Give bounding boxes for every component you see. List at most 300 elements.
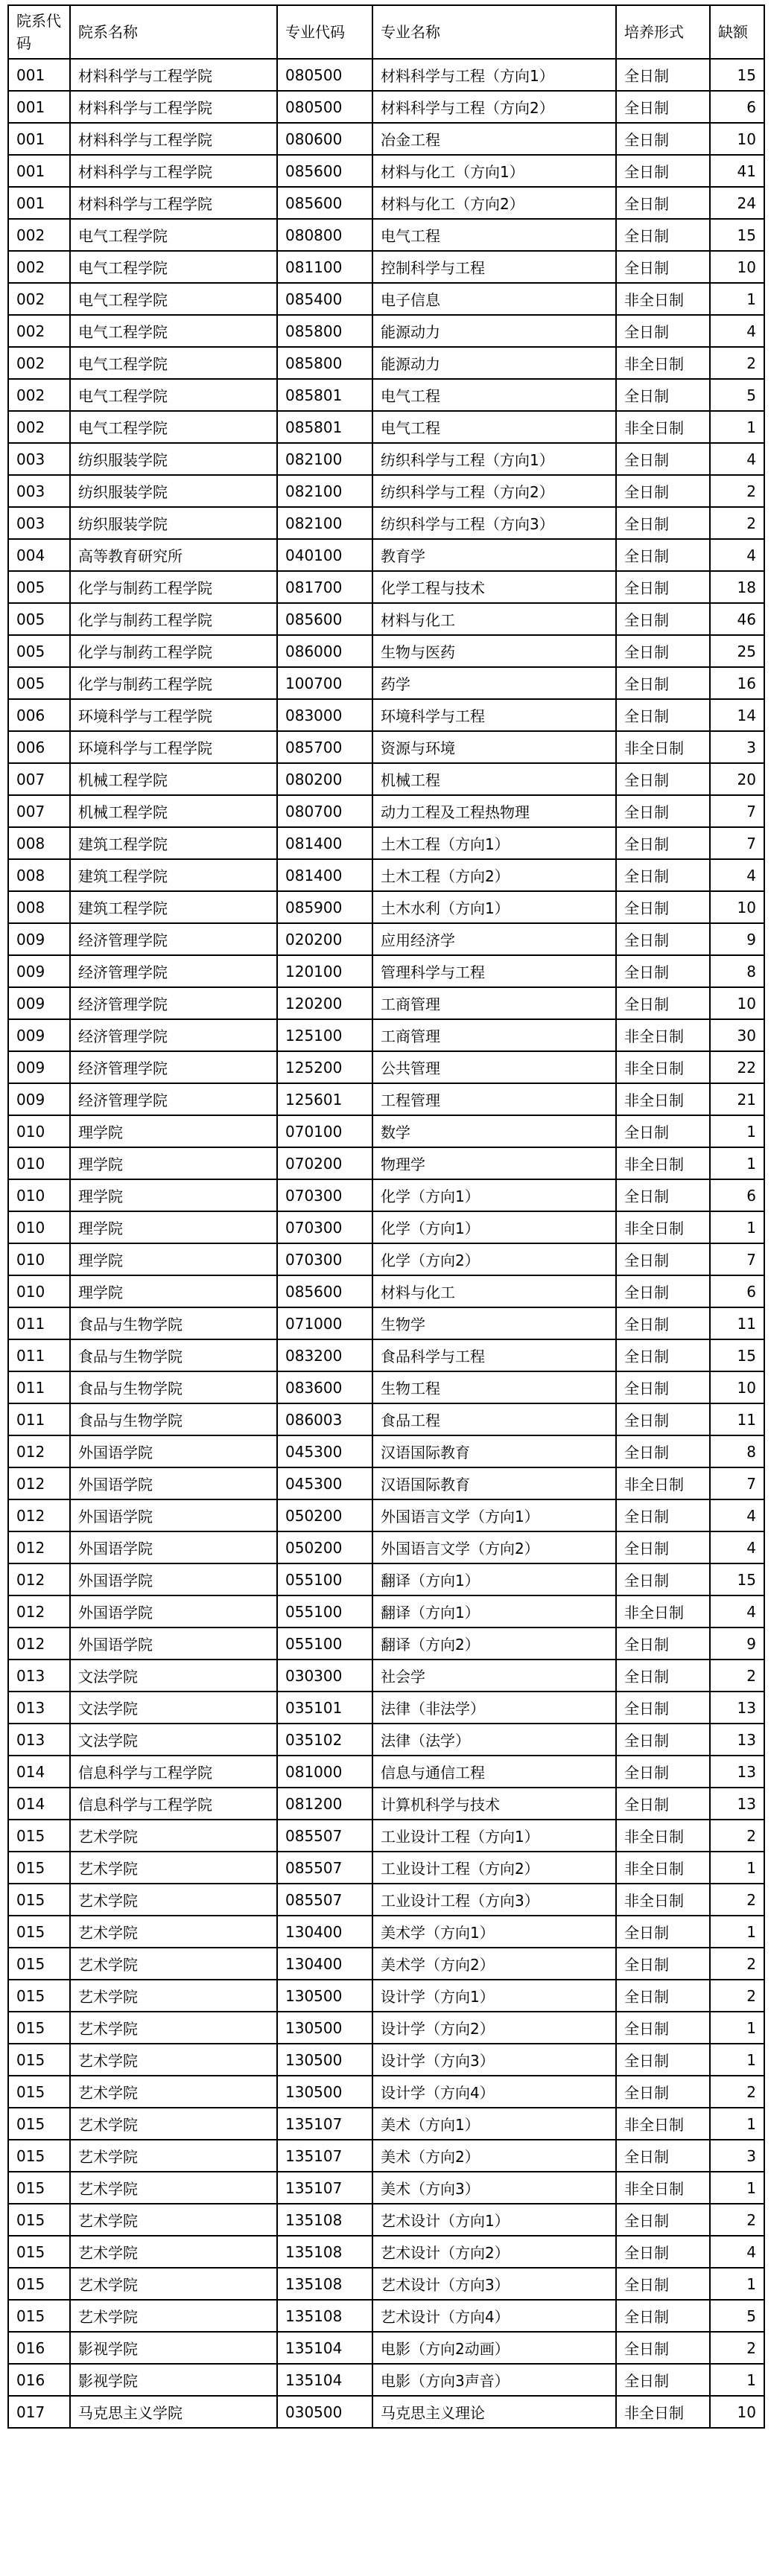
table-row [8,155,764,187]
vacancy-table [7,4,765,2429]
header-dept-name: 院系名称 [70,5,277,59]
major-name-cell: 教育学 [372,539,616,571]
dept-name-cell: 艺术学院 [70,2268,277,2300]
major-name-cell: 社会学 [372,1660,616,1692]
major-name-cell: 生物学 [372,1307,616,1339]
table-row [8,2236,764,2268]
vacancy-count-cell: 7 [710,1243,764,1275]
vacancy-count-cell: 1 [710,1852,764,1884]
major-name-cell: 控制科学与工程 [372,251,616,283]
dept-name-cell: 经济管理学院 [70,987,277,1019]
vacancy-count-cell: 11 [710,1403,764,1435]
table-row [8,699,764,731]
table-row [8,2172,764,2204]
major-name-cell: 土木工程（方向1） [372,827,616,859]
dept-code-cell: 002 [8,315,70,347]
major-code-cell: 135104 [277,2332,372,2364]
dept-name-cell: 电气工程学院 [70,283,277,315]
table-row [8,315,764,347]
dept-code-cell: 015 [8,1852,70,1884]
vacancy-count-cell: 15 [710,1339,764,1371]
study-mode-cell: 全日制 [616,1275,710,1307]
major-code-cell: 085400 [277,283,372,315]
major-code-cell: 125200 [277,1051,372,1083]
major-name-cell: 管理科学与工程 [372,955,616,987]
study-mode-cell: 全日制 [616,2364,710,2396]
major-name-cell: 材料与化工 [372,1275,616,1307]
dept-code-cell: 010 [8,1147,70,1179]
major-name-cell: 电影（方向2动画） [372,2332,616,2364]
dept-code-cell: 012 [8,1531,70,1563]
dept-name-cell: 文法学院 [70,1692,277,1724]
dept-code-cell: 015 [8,2012,70,2044]
study-mode-cell: 全日制 [616,1724,710,1756]
dept-name-cell: 艺术学院 [70,1948,277,1980]
dept-code-cell: 015 [8,2204,70,2236]
vacancy-count-cell: 4 [710,1499,764,1531]
vacancy-count-cell: 4 [710,1595,764,1627]
major-name-cell: 工业设计工程（方向2） [372,1852,616,1884]
table-row [8,2204,764,2236]
major-code-cell: 080800 [277,219,372,251]
major-code-cell: 085900 [277,891,372,923]
vacancy-count-cell: 1 [710,2108,764,2140]
major-name-cell: 电影（方向3声音） [372,2364,616,2396]
dept-name-cell: 文法学院 [70,1660,277,1692]
major-name-cell: 外国语言文学（方向2） [372,1531,616,1563]
vacancy-count-cell: 2 [710,1660,764,1692]
study-mode-cell: 全日制 [616,2076,710,2108]
study-mode-cell: 全日制 [616,123,710,155]
dept-name-cell: 理学院 [70,1243,277,1275]
dept-code-cell: 009 [8,955,70,987]
table-row [8,955,764,987]
study-mode-cell: 全日制 [616,987,710,1019]
dept-code-cell: 002 [8,379,70,411]
study-mode-cell: 全日制 [616,635,710,667]
dept-name-cell: 机械工程学院 [70,795,277,827]
vacancy-count-cell: 10 [710,1371,764,1403]
dept-code-cell: 009 [8,923,70,955]
dept-code-cell: 011 [8,1307,70,1339]
major-code-cell: 050200 [277,1531,372,1563]
vacancy-count-cell: 25 [710,635,764,667]
study-mode-cell: 全日制 [616,219,710,251]
dept-code-cell: 001 [8,155,70,187]
dept-code-cell: 010 [8,1275,70,1307]
study-mode-cell: 全日制 [616,507,710,539]
study-mode-cell: 全日制 [616,667,710,699]
table-header-row [8,5,764,59]
table-row [8,1083,764,1115]
study-mode-cell: 全日制 [616,91,710,123]
vacancy-count-cell: 9 [710,923,764,955]
major-name-cell: 材料与化工（方向2） [372,187,616,219]
dept-name-cell: 艺术学院 [70,1980,277,2012]
major-code-cell: 081100 [277,251,372,283]
table-row [8,2332,764,2364]
table-row [8,187,764,219]
dept-name-cell: 理学院 [70,1179,277,1211]
header-dept-code: 院系代码 [8,5,70,59]
major-code-cell: 135107 [277,2108,372,2140]
dept-name-cell: 食品与生物学院 [70,1339,277,1371]
dept-name-cell: 艺术学院 [70,1884,277,1916]
study-mode-cell: 全日制 [616,1371,710,1403]
major-name-cell: 外国语言文学（方向1） [372,1499,616,1531]
table-row [8,1692,764,1724]
major-name-cell: 电子信息 [372,283,616,315]
vacancy-count-cell: 4 [710,539,764,571]
dept-code-cell: 009 [8,987,70,1019]
study-mode-cell: 非全日制 [616,411,710,443]
major-code-cell: 085600 [277,603,372,635]
vacancy-count-cell: 1 [710,2268,764,2300]
dept-code-cell: 004 [8,539,70,571]
study-mode-cell: 全日制 [616,251,710,283]
vacancy-count-cell: 5 [710,2300,764,2332]
study-mode-cell: 全日制 [616,379,710,411]
dept-code-cell: 003 [8,507,70,539]
study-mode-cell: 非全日制 [616,1467,710,1499]
table-row [8,1435,764,1467]
table-row [8,475,764,507]
dept-code-cell: 001 [8,59,70,91]
vacancy-count-cell: 4 [710,859,764,891]
dept-code-cell: 008 [8,859,70,891]
dept-code-cell: 015 [8,2044,70,2076]
major-name-cell: 美术（方向2） [372,2140,616,2172]
header-major-name: 专业名称 [372,5,616,59]
dept-name-cell: 化学与制药工程学院 [70,635,277,667]
study-mode-cell: 非全日制 [616,283,710,315]
major-code-cell: 086000 [277,635,372,667]
major-code-cell: 125601 [277,1083,372,1115]
study-mode-cell: 全日制 [616,539,710,571]
major-name-cell: 化学工程与技术 [372,571,616,603]
major-name-cell: 生物工程 [372,1371,616,1403]
vacancy-count-cell: 2 [710,2332,764,2364]
table-row [8,1724,764,1756]
major-code-cell: 070100 [277,1115,372,1147]
vacancy-count-cell: 20 [710,763,764,795]
table-row [8,2364,764,2396]
study-mode-cell: 全日制 [616,315,710,347]
study-mode-cell: 非全日制 [616,347,710,379]
dept-code-cell: 001 [8,91,70,123]
major-name-cell: 翻译（方向1） [372,1595,616,1627]
major-code-cell: 055100 [277,1563,372,1595]
dept-code-cell: 006 [8,731,70,763]
major-code-cell: 045300 [277,1435,372,1467]
study-mode-cell: 非全日制 [616,2396,710,2428]
dept-name-cell: 食品与生物学院 [70,1307,277,1339]
major-name-cell: 机械工程 [372,763,616,795]
major-code-cell: 120200 [277,987,372,1019]
study-mode-cell: 非全日制 [616,1147,710,1179]
vacancy-count-cell: 1 [710,283,764,315]
dept-code-cell: 005 [8,667,70,699]
dept-name-cell: 经济管理学院 [70,955,277,987]
dept-name-cell: 化学与制药工程学院 [70,571,277,603]
dept-name-cell: 纺织服装学院 [70,507,277,539]
dept-code-cell: 001 [8,123,70,155]
major-name-cell: 冶金工程 [372,123,616,155]
major-name-cell: 工业设计工程（方向1） [372,1820,616,1852]
dept-code-cell: 010 [8,1179,70,1211]
dept-name-cell: 理学院 [70,1211,277,1243]
major-code-cell: 130500 [277,2012,372,2044]
major-code-cell: 130500 [277,2076,372,2108]
major-code-cell: 035102 [277,1724,372,1756]
major-code-cell: 130400 [277,1916,372,1948]
table-row [8,1531,764,1563]
dept-code-cell: 015 [8,2268,70,2300]
major-name-cell: 材料科学与工程（方向2） [372,91,616,123]
major-code-cell: 085800 [277,347,372,379]
dept-code-cell: 007 [8,763,70,795]
study-mode-cell: 全日制 [616,187,710,219]
study-mode-cell: 全日制 [616,1980,710,2012]
study-mode-cell: 全日制 [616,2140,710,2172]
study-mode-cell: 非全日制 [616,731,710,763]
table-row [8,283,764,315]
vacancy-count-cell: 11 [710,1307,764,1339]
vacancy-count-cell: 2 [710,1884,764,1916]
dept-code-cell: 010 [8,1115,70,1147]
dept-code-cell: 009 [8,1083,70,1115]
vacancy-count-cell: 46 [710,603,764,635]
dept-name-cell: 艺术学院 [70,2140,277,2172]
vacancy-count-cell: 3 [710,731,764,763]
study-mode-cell: 全日制 [616,699,710,731]
vacancy-count-cell: 1 [710,1211,764,1243]
study-mode-cell: 非全日制 [616,1051,710,1083]
major-name-cell: 翻译（方向2） [372,1627,616,1660]
table-row [8,1051,764,1083]
major-code-cell: 085507 [277,1852,372,1884]
major-code-cell: 082100 [277,507,372,539]
header-major-code: 专业代码 [277,5,372,59]
vacancy-count-cell: 30 [710,1019,764,1051]
major-code-cell: 030500 [277,2396,372,2428]
study-mode-cell: 全日制 [616,923,710,955]
major-code-cell: 080200 [277,763,372,795]
dept-name-cell: 理学院 [70,1147,277,1179]
vacancy-count-cell: 16 [710,667,764,699]
dept-code-cell: 015 [8,1948,70,1980]
table-row [8,443,764,475]
major-code-cell: 055100 [277,1595,372,1627]
vacancy-count-cell: 6 [710,1275,764,1307]
table-row [8,2044,764,2076]
dept-name-cell: 环境科学与工程学院 [70,731,277,763]
major-name-cell: 艺术设计（方向1） [372,2204,616,2236]
dept-code-cell: 009 [8,1051,70,1083]
study-mode-cell: 全日制 [616,827,710,859]
dept-code-cell: 013 [8,1692,70,1724]
vacancy-count-cell: 10 [710,2396,764,2428]
dept-code-cell: 012 [8,1467,70,1499]
major-code-cell: 083000 [277,699,372,731]
study-mode-cell: 非全日制 [616,2172,710,2204]
dept-name-cell: 建筑工程学院 [70,827,277,859]
dept-code-cell: 002 [8,283,70,315]
study-mode-cell: 非全日制 [616,1852,710,1884]
dept-code-cell: 005 [8,603,70,635]
study-mode-cell: 全日制 [616,1179,710,1211]
vacancy-count-cell: 10 [710,251,764,283]
vacancy-count-cell: 2 [710,1948,764,1980]
major-code-cell: 081200 [277,1788,372,1820]
dept-code-cell: 012 [8,1563,70,1595]
study-mode-cell: 全日制 [616,59,710,91]
study-mode-cell: 全日制 [616,1627,710,1660]
study-mode-cell: 全日制 [616,1339,710,1371]
major-name-cell: 设计学（方向2） [372,2012,616,2044]
table-row [8,2268,764,2300]
table-row [8,1275,764,1307]
vacancy-count-cell: 15 [710,59,764,91]
table-row [8,1403,764,1435]
vacancy-count-cell: 22 [710,1051,764,1083]
major-name-cell: 化学（方向1） [372,1179,616,1211]
study-mode-cell: 全日制 [616,1307,710,1339]
dept-code-cell: 001 [8,187,70,219]
dept-code-cell: 015 [8,1884,70,1916]
dept-code-cell: 017 [8,2396,70,2428]
vacancy-count-cell: 13 [710,1756,764,1788]
dept-name-cell: 化学与制药工程学院 [70,667,277,699]
study-mode-cell: 全日制 [616,2012,710,2044]
table-row [8,1467,764,1499]
major-name-cell: 土木水利（方向1） [372,891,616,923]
table-row [8,539,764,571]
vacancy-count-cell: 1 [710,1115,764,1147]
major-name-cell: 应用经济学 [372,923,616,955]
vacancy-count-cell: 4 [710,2236,764,2268]
header-study-mode: 培养形式 [616,5,710,59]
dept-name-cell: 电气工程学院 [70,347,277,379]
vacancy-count-cell: 6 [710,1179,764,1211]
study-mode-cell: 全日制 [616,1788,710,1820]
vacancy-count-cell: 7 [710,795,764,827]
study-mode-cell: 全日制 [616,1435,710,1467]
table-row [8,1115,764,1147]
major-code-cell: 020200 [277,923,372,955]
major-name-cell: 能源动力 [372,347,616,379]
table-row [8,2300,764,2332]
study-mode-cell: 全日制 [616,2332,710,2364]
vacancy-count-cell: 18 [710,571,764,603]
dept-name-cell: 艺术学院 [70,2300,277,2332]
major-name-cell: 法律（非法学） [372,1692,616,1724]
dept-code-cell: 012 [8,1435,70,1467]
major-code-cell: 135108 [277,2204,372,2236]
table-row [8,1820,764,1852]
major-code-cell: 050200 [277,1499,372,1531]
study-mode-cell: 全日制 [616,1115,710,1147]
study-mode-cell: 非全日制 [616,1595,710,1627]
dept-name-cell: 食品与生物学院 [70,1371,277,1403]
major-code-cell: 130400 [277,1948,372,1980]
vacancy-count-cell: 15 [710,1563,764,1595]
major-code-cell: 135107 [277,2140,372,2172]
dept-name-cell: 材料科学与工程学院 [70,91,277,123]
major-name-cell: 动力工程及工程热物理 [372,795,616,827]
dept-code-cell: 014 [8,1756,70,1788]
major-name-cell: 材料与化工 [372,603,616,635]
major-name-cell: 艺术设计（方向2） [372,2236,616,2268]
dept-code-cell: 012 [8,1627,70,1660]
study-mode-cell: 全日制 [616,571,710,603]
dept-name-cell: 材料科学与工程学院 [70,155,277,187]
table-row [8,1307,764,1339]
major-name-cell: 汉语国际教育 [372,1435,616,1467]
study-mode-cell: 全日制 [616,1499,710,1531]
dept-name-cell: 食品与生物学院 [70,1403,277,1435]
dept-code-cell: 002 [8,411,70,443]
table-row [8,1179,764,1211]
major-name-cell: 生物与医药 [372,635,616,667]
major-name-cell: 艺术设计（方向3） [372,2268,616,2300]
major-name-cell: 设计学（方向4） [372,2076,616,2108]
study-mode-cell: 非全日制 [616,1083,710,1115]
study-mode-cell: 全日制 [616,1243,710,1275]
major-name-cell: 计算机科学与技术 [372,1788,616,1820]
major-name-cell: 电气工程 [372,219,616,251]
vacancy-count-cell: 2 [710,347,764,379]
dept-name-cell: 艺术学院 [70,1820,277,1852]
vacancy-count-cell: 5 [710,379,764,411]
major-name-cell: 公共管理 [372,1051,616,1083]
study-mode-cell: 全日制 [616,763,710,795]
dept-code-cell: 015 [8,2172,70,2204]
vacancy-count-cell: 7 [710,827,764,859]
dept-name-cell: 外国语学院 [70,1499,277,1531]
dept-name-cell: 艺术学院 [70,2076,277,2108]
major-code-cell: 080500 [277,91,372,123]
major-code-cell: 135108 [277,2268,372,2300]
dept-code-cell: 015 [8,1820,70,1852]
major-code-cell: 055100 [277,1627,372,1660]
major-name-cell: 艺术设计（方向4） [372,2300,616,2332]
major-name-cell: 美术学（方向2） [372,1948,616,1980]
dept-name-cell: 艺术学院 [70,2012,277,2044]
vacancy-count-cell: 1 [710,2012,764,2044]
study-mode-cell: 全日制 [616,475,710,507]
dept-name-cell: 机械工程学院 [70,763,277,795]
table-row [8,987,764,1019]
major-name-cell: 化学（方向2） [372,1243,616,1275]
dept-code-cell: 002 [8,251,70,283]
major-name-cell: 法律（法学） [372,1724,616,1756]
dept-name-cell: 材料科学与工程学院 [70,187,277,219]
study-mode-cell: 全日制 [616,1563,710,1595]
dept-code-cell: 002 [8,219,70,251]
vacancy-count-cell: 1 [710,2172,764,2204]
dept-name-cell: 艺术学院 [70,2044,277,2076]
table-row [8,731,764,763]
vacancy-count-cell: 41 [710,155,764,187]
dept-name-cell: 电气工程学院 [70,315,277,347]
dept-name-cell: 艺术学院 [70,2236,277,2268]
dept-code-cell: 015 [8,1980,70,2012]
major-name-cell: 纺织科学与工程（方向2） [372,475,616,507]
table-row [8,1884,764,1916]
major-code-cell: 085507 [277,1820,372,1852]
dept-name-cell: 外国语学院 [70,1531,277,1563]
